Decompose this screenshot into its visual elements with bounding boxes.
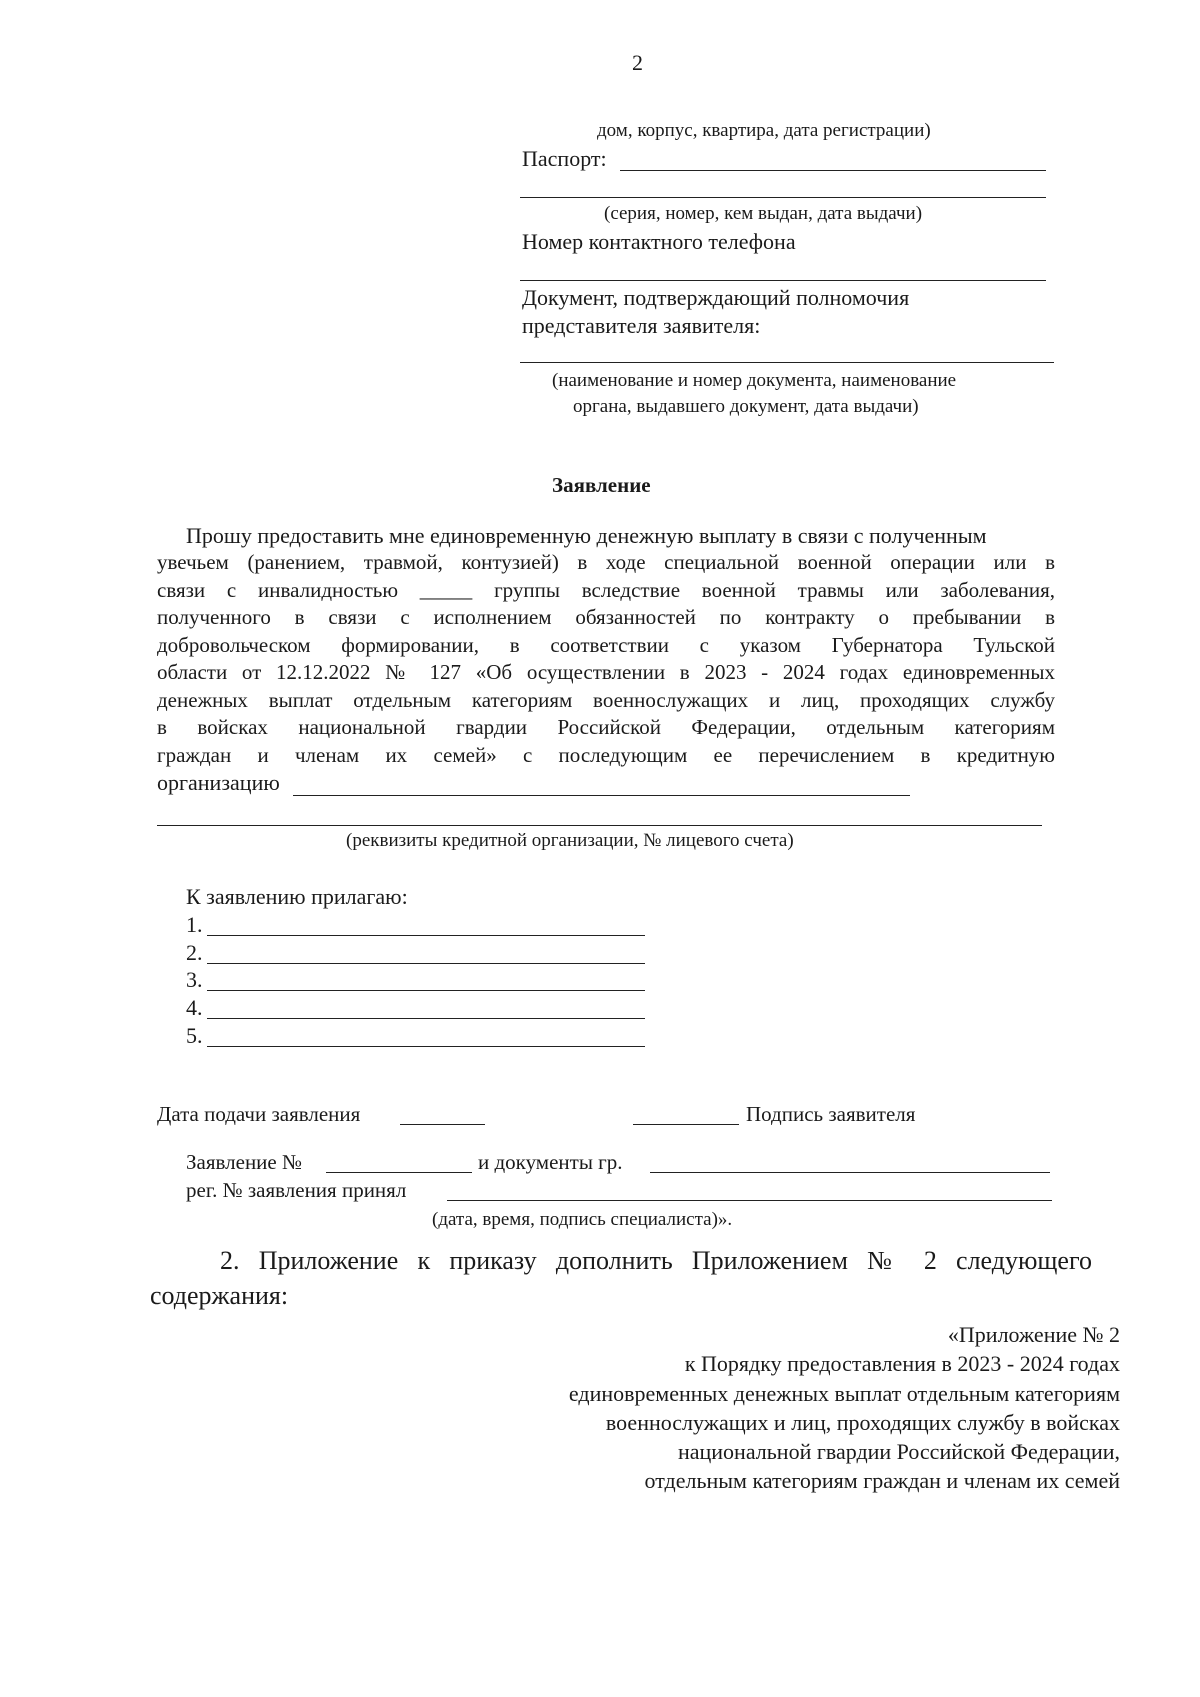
doc-caption-line2: органа, выдавшего документ, дата выдачи): [573, 396, 919, 417]
documents-label: и документы гр.: [478, 1150, 623, 1174]
page-number: 2: [632, 50, 643, 75]
appendix-line-1: «Приложение № 2: [947, 1322, 1120, 1347]
statement-no-field[interactable]: [326, 1172, 472, 1173]
date-field[interactable]: [400, 1124, 485, 1125]
reg-caption: (дата, время, подпись специалиста)».: [432, 1209, 733, 1230]
attachment-number-5: 5.: [186, 1023, 203, 1048]
date-label: Дата подачи заявления: [157, 1102, 361, 1126]
doc-label-line1: Документ, подтверждающий полномочия: [522, 285, 910, 310]
statement-line-5: добровольческом формировании, в соответствии с указом Губернатора Тульской: [157, 633, 1055, 657]
statement-line-7: денежных выплат отдельным категориям военнослужащих и лиц, проходящих службу: [157, 688, 1055, 712]
org-field[interactable]: [293, 795, 910, 796]
statement-line-6: области от 12.12.2022 № 127 «Об осуществлении в 2023 - 2024 годах единовременных: [157, 660, 1055, 684]
documents-field[interactable]: [650, 1172, 1050, 1173]
appendix-line-3: единовременных денежных выплат отдельным категориям: [568, 1381, 1120, 1406]
attachment-number-2: 2.: [186, 940, 203, 965]
address-caption: дом, корпус, квартира, дата регистрации): [597, 120, 931, 141]
doc-caption-line1: (наименование и номер документа, наименование: [552, 370, 957, 391]
reg-field[interactable]: [447, 1200, 1052, 1201]
bank-caption: (реквизиты кредитной организации, № лицевого счета): [346, 830, 794, 851]
statement-line-3: связи с инвалидностью _____ группы вследствие военной травмы или заболевания,: [157, 578, 1055, 602]
passport-field[interactable]: [620, 170, 1046, 171]
reg-label: рег. № заявления принял: [186, 1178, 407, 1202]
attachment-field-5[interactable]: [207, 1046, 645, 1047]
attachments-label: К заявлению прилагаю:: [186, 884, 408, 909]
doc-label-line2: представителя заявителя:: [522, 313, 761, 338]
statement-line-2: увечьем (ранением, травмой, контузией) в ходе специальной военной операции или в: [157, 550, 1055, 574]
appendix-line-5: национальной гвардии Российской Федерации,: [677, 1439, 1120, 1464]
passport-label: Паспорт:: [522, 146, 607, 171]
statement-line-9: граждан и членам их семей» с последующим ее перечислением в кредитную: [157, 743, 1055, 767]
signature-field[interactable]: [633, 1124, 739, 1125]
statement-line-4: полученного в связи с исполнением обязанностей по контракту о пребывании в: [157, 605, 1055, 629]
signature-label: Подпись заявителя: [746, 1102, 916, 1126]
doc-field[interactable]: [520, 362, 1054, 363]
phone-label: Номер контактного телефона: [522, 229, 796, 254]
attachment-field-4[interactable]: [207, 1018, 645, 1019]
org-field-2[interactable]: [157, 825, 1042, 826]
statement-no-label: Заявление №: [186, 1150, 303, 1174]
attachment-field-3[interactable]: [207, 990, 645, 991]
appendix-line-4: военнослужащих и лиц, проходящих службу в войсках: [605, 1410, 1120, 1435]
passport-caption: (серия, номер, кем выдан, дата выдачи): [604, 203, 923, 224]
attachment-field-2[interactable]: [207, 963, 645, 964]
amendment-line1: 2. Приложение к приказу дополнить Приложением № 2 следующего: [220, 1246, 1092, 1275]
amendment-line2: содержания:: [150, 1281, 289, 1310]
attachment-field-1[interactable]: [207, 935, 645, 936]
appendix-line-2: к Порядку предоставления в 2023 - 2024 годах: [684, 1351, 1120, 1376]
attachment-number-4: 4.: [186, 995, 203, 1020]
attachment-number-1: 1.: [186, 912, 203, 937]
org-label: организацию: [157, 770, 280, 795]
appendix-line-6: отдельным категориям граждан и членам их семей: [644, 1468, 1120, 1493]
statement-title: Заявление: [552, 473, 651, 497]
phone-field[interactable]: [520, 280, 1046, 281]
attachment-number-3: 3.: [186, 967, 203, 992]
statement-line-1: Прошу предоставить мне единовременную денежную выплату в связи с полученным: [186, 523, 987, 548]
statement-line-8: в войсках национальной гвардии Российской Федерации, отдельным категориям: [157, 715, 1055, 739]
passport-field-2[interactable]: [520, 197, 1046, 198]
